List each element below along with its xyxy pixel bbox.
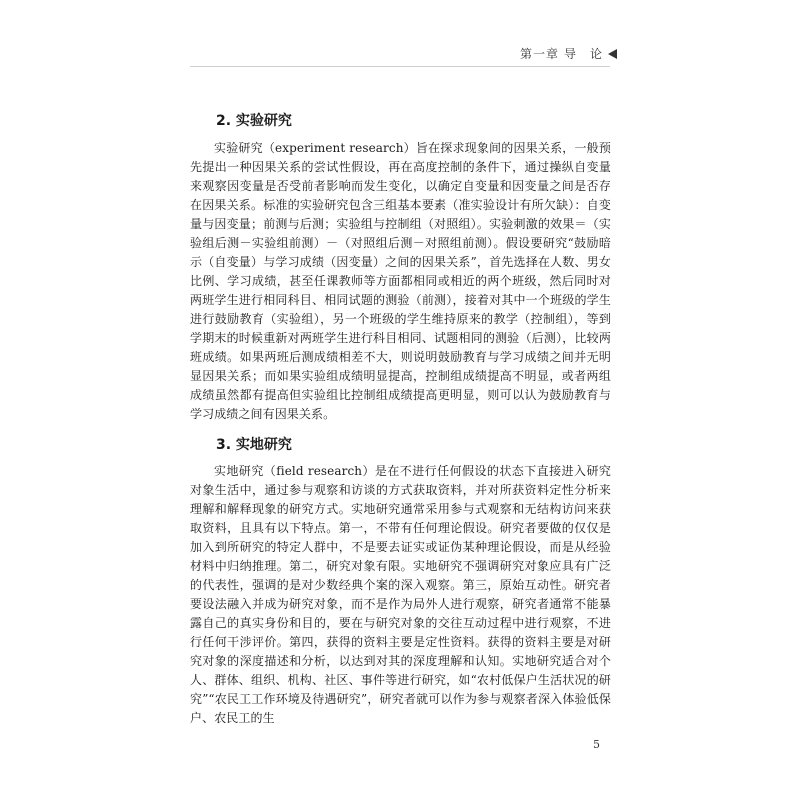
header-divider — [190, 66, 610, 67]
chapter-title: 导 论 — [563, 47, 603, 61]
page-number: 5 — [593, 738, 600, 751]
left-triangle-icon — [608, 49, 617, 59]
paragraph-field-research: 实地研究（field research）是在不进行任何假设的状态下直接进入研究对象生活中，通过参与观察和访谈的方式获取资料，并对所获资料定性分析来理解和解释现象的研究方式。实地研究通常采用参与式观察和无结构访问来获取资料，且具有以下特点。第一，不带有任何理论假设。研究者要做的仅仅是加入到所研究的特定人群中，不是要去证实或证伪某种理论假设，而是从经验材料中归纳推理。第二，研究对象有限。实地研究不强调研究对象应具有广泛的代表性，强调的是对少数经典个案的深入观察。第三，原始互动性。研究者要设法融入并成为研究对象，而不是作为局外人进行观察，研究者通常不能暴露自己的真实身份和目的，要在与研究对象的交往互动过程中进行观察，不进行任何干涉评价。第四，获得的资料主要是定性资料。获得的资料主要是对研究对象的深度描述和分析，以达到对其的深度理解和认知。实地研究适合对个人、群体、组织、机构、社区、事件等进行研究，如“农村低保户生活状况的研究”“农民工工作环境及待遇研究”，研究者就可以作为参与观察者深入体验低保户、农民工的生 — [190, 464, 611, 725]
section-heading-field-research: 3. 实地研究 — [216, 437, 292, 453]
section-heading-experiment-research: 2. 实验研究 — [216, 113, 292, 129]
paragraph-experiment-research: 实验研究（experiment research）旨在探求现象间的因果关系，一般预先提出一种因果关系的尝试性假设，再在高度控制的条件下，通过操纵自变量来观察因变量是否受前者影响而发生变化，以确定自变量和因变量之间是否存在因果关系。标准的实验研究包含三组基本要素（准实验设计有所欠缺）：自变量与因变量；前测与后测；实验组与控制组（对照组）。实验刺激的效果＝（实验组后测－实验组前测）－（对照组后测－对照组前测）。假设要研究“鼓励暗示（自变量）与学习成绩（因变量）之间的因果关系”，首先选择在人数、男女比例、学习成绩，甚至任课教师等方面都相同或相近的两个班级，然后同时对两班学生进行相同科目、相同试题的测验（前测），接着对其中一个班级的学生进行鼓励教育（实验组），另一个班级的学生维持原来的教学（控制组），等到学期末的时候重新对两班学生进行科目相同、试题相同的测验（后测），比较两班成绩。如果两班后测成绩相差不大，则说明鼓励教育与学习成绩之间并无明显因果关系；而如果实验组成绩明显提高，控制组成绩提高不明显，或者两组成绩虽然都有提高但实验组比控制组成绩提高更明显，则可以认为鼓励教育与学习成绩之间有因果关系。 — [190, 141, 611, 421]
chapter-label: 第一章 — [519, 47, 559, 61]
running-header — [520, 45, 617, 62]
page-body — [190, 110, 611, 728]
